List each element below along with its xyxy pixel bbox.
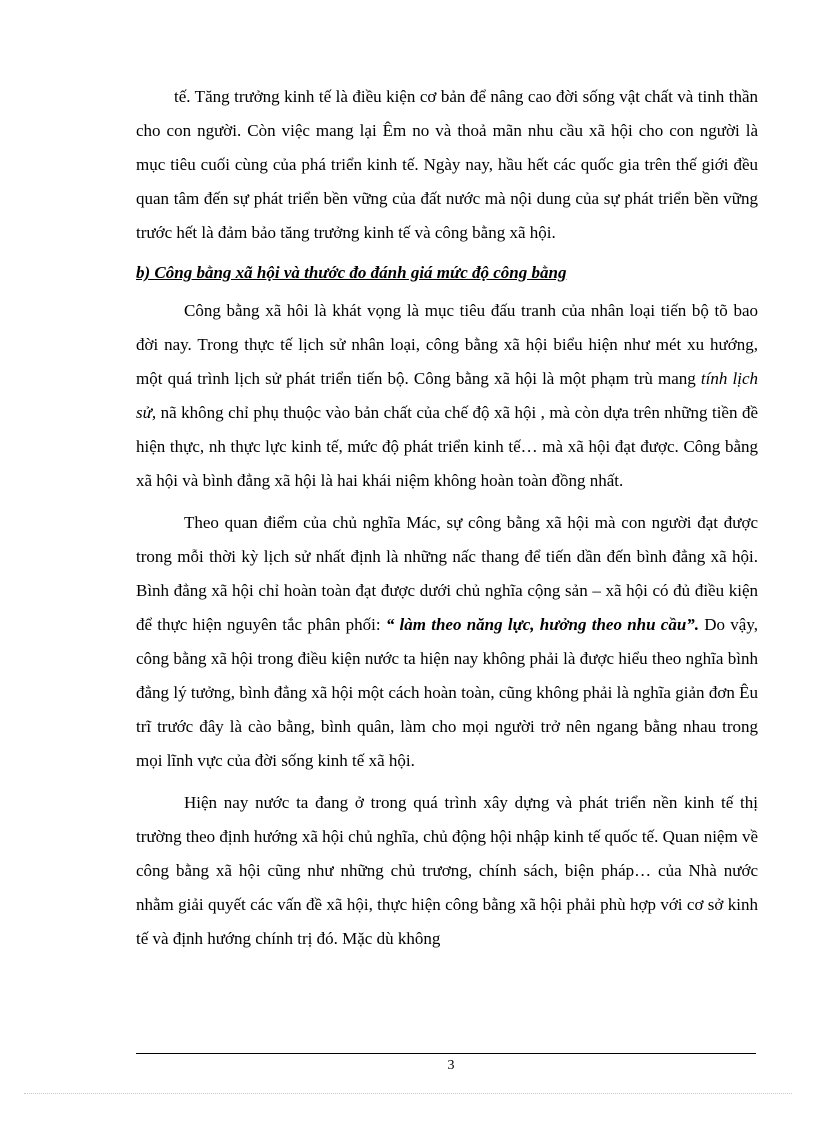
section-heading-b: b) Công bằng xã hội và thước đo đánh giá mức độ công bằng <box>136 263 567 282</box>
document-body <box>136 80 758 964</box>
paragraph-marx-view <box>136 506 758 778</box>
paragraph-current-context: Hiện nay nước ta đang ở trong quá trình xây dựng và phát triển nền kinh tế thị trường theo định hướng xã hội chủ nghĩa, chủ động hội nhập kinh tế quốc tế. Quan niệm về công bằng xã hội cũng như những chủ trương, chính sách, biện pháp… của Nhà nước nhằm giải quyết các vấn đề xã hội, thực hiện công bằng xã hội phải phù hợp với cơ sở kinh tế và định hướng chính trị đó. Mặc dù không <box>136 793 758 948</box>
paragraph-social-equity-text-1: Công bằng xã hôi là khát vọng là mục tiêu đấu tranh của nhân loại tiến bộ tõ bao đời nay. Trong thực tế lịch sử nhân loại, công bằng xã hội biểu hiện như mét xu hướng, một quá trình lịch sử phát triển tiến bộ. Công bằng xã hội là một phạm trù mang <box>136 301 758 388</box>
distribution-principle-quote: “ làm theo năng lực, hưởng theo nhu cầu”. <box>385 615 700 634</box>
paragraph-intro: tế. Tăng trưởng kinh tế là điều kiện cơ bản để nâng cao đời sống vật chất và tinh thần cho con người. Còn việc mang lại Êm no và thoả mãn nhu cầu xã hội cho con người là mục tiêu cuối cùng của phá triển kinh tế. Ngày nay, hầu hết các quốc gia trên thế giới đều quan tâm đến sự phát triển bền vững của đất nước mà nội dung của sự phát triển bền vững trước hết là đảm bảo tăng trưởng kinh tế và công bằng xã hội. <box>136 87 758 242</box>
page-number: 3 <box>447 1058 455 1073</box>
paragraph-marx-view-text-2: Do vậy, công bằng xã hội trong điều kiện nước ta hiện nay không phải là được hiểu theo nghĩa bình đẳng lý tưởng, bình đẳng xã hội một cách hoàn toàn, cũng không phải là nghĩa giản đơn Êu trĩ trước đây là cào bằng, bình quân, làm cho mọi người trở nên ngang bằng nhau trong mọi lĩnh vực của đời sống kinh tế xã hội. <box>136 615 758 770</box>
paragraph-social-equity-text-2: nã không chỉ phụ thuộc vào bản chất của chế độ xã hội , mà còn dựa trên những tiền đề hiện thực, nh thực lực kinh tế, mức độ phát triển kinh tế… mà xã hội đạt được. Công bằng xã hội và bình đẳng xã hội là hai khái niệm không hoàn toàn đồng nhất. <box>136 403 758 490</box>
italic-historical-term: tính lịch sử, <box>136 369 758 422</box>
paragraph-social-equity <box>136 294 758 498</box>
footer-divider <box>136 1053 756 1054</box>
page-boundary-line <box>24 1093 792 1094</box>
paragraph-marx-view-text-1: Theo quan điểm của chủ nghĩa Mác, sự công bằng xã hội mà con người đạt được trong mỗi thời kỳ lịch sử nhất định là những nấc thang để tiến dần đến bình đẳng xã hội. Bình đẳng xã hội chỉ hoàn toàn đạt được dưới chủ nghĩa cộng sản – xã hội có đủ điều kiện để thực hiện nguyên tắc phân phối: <box>136 513 758 634</box>
